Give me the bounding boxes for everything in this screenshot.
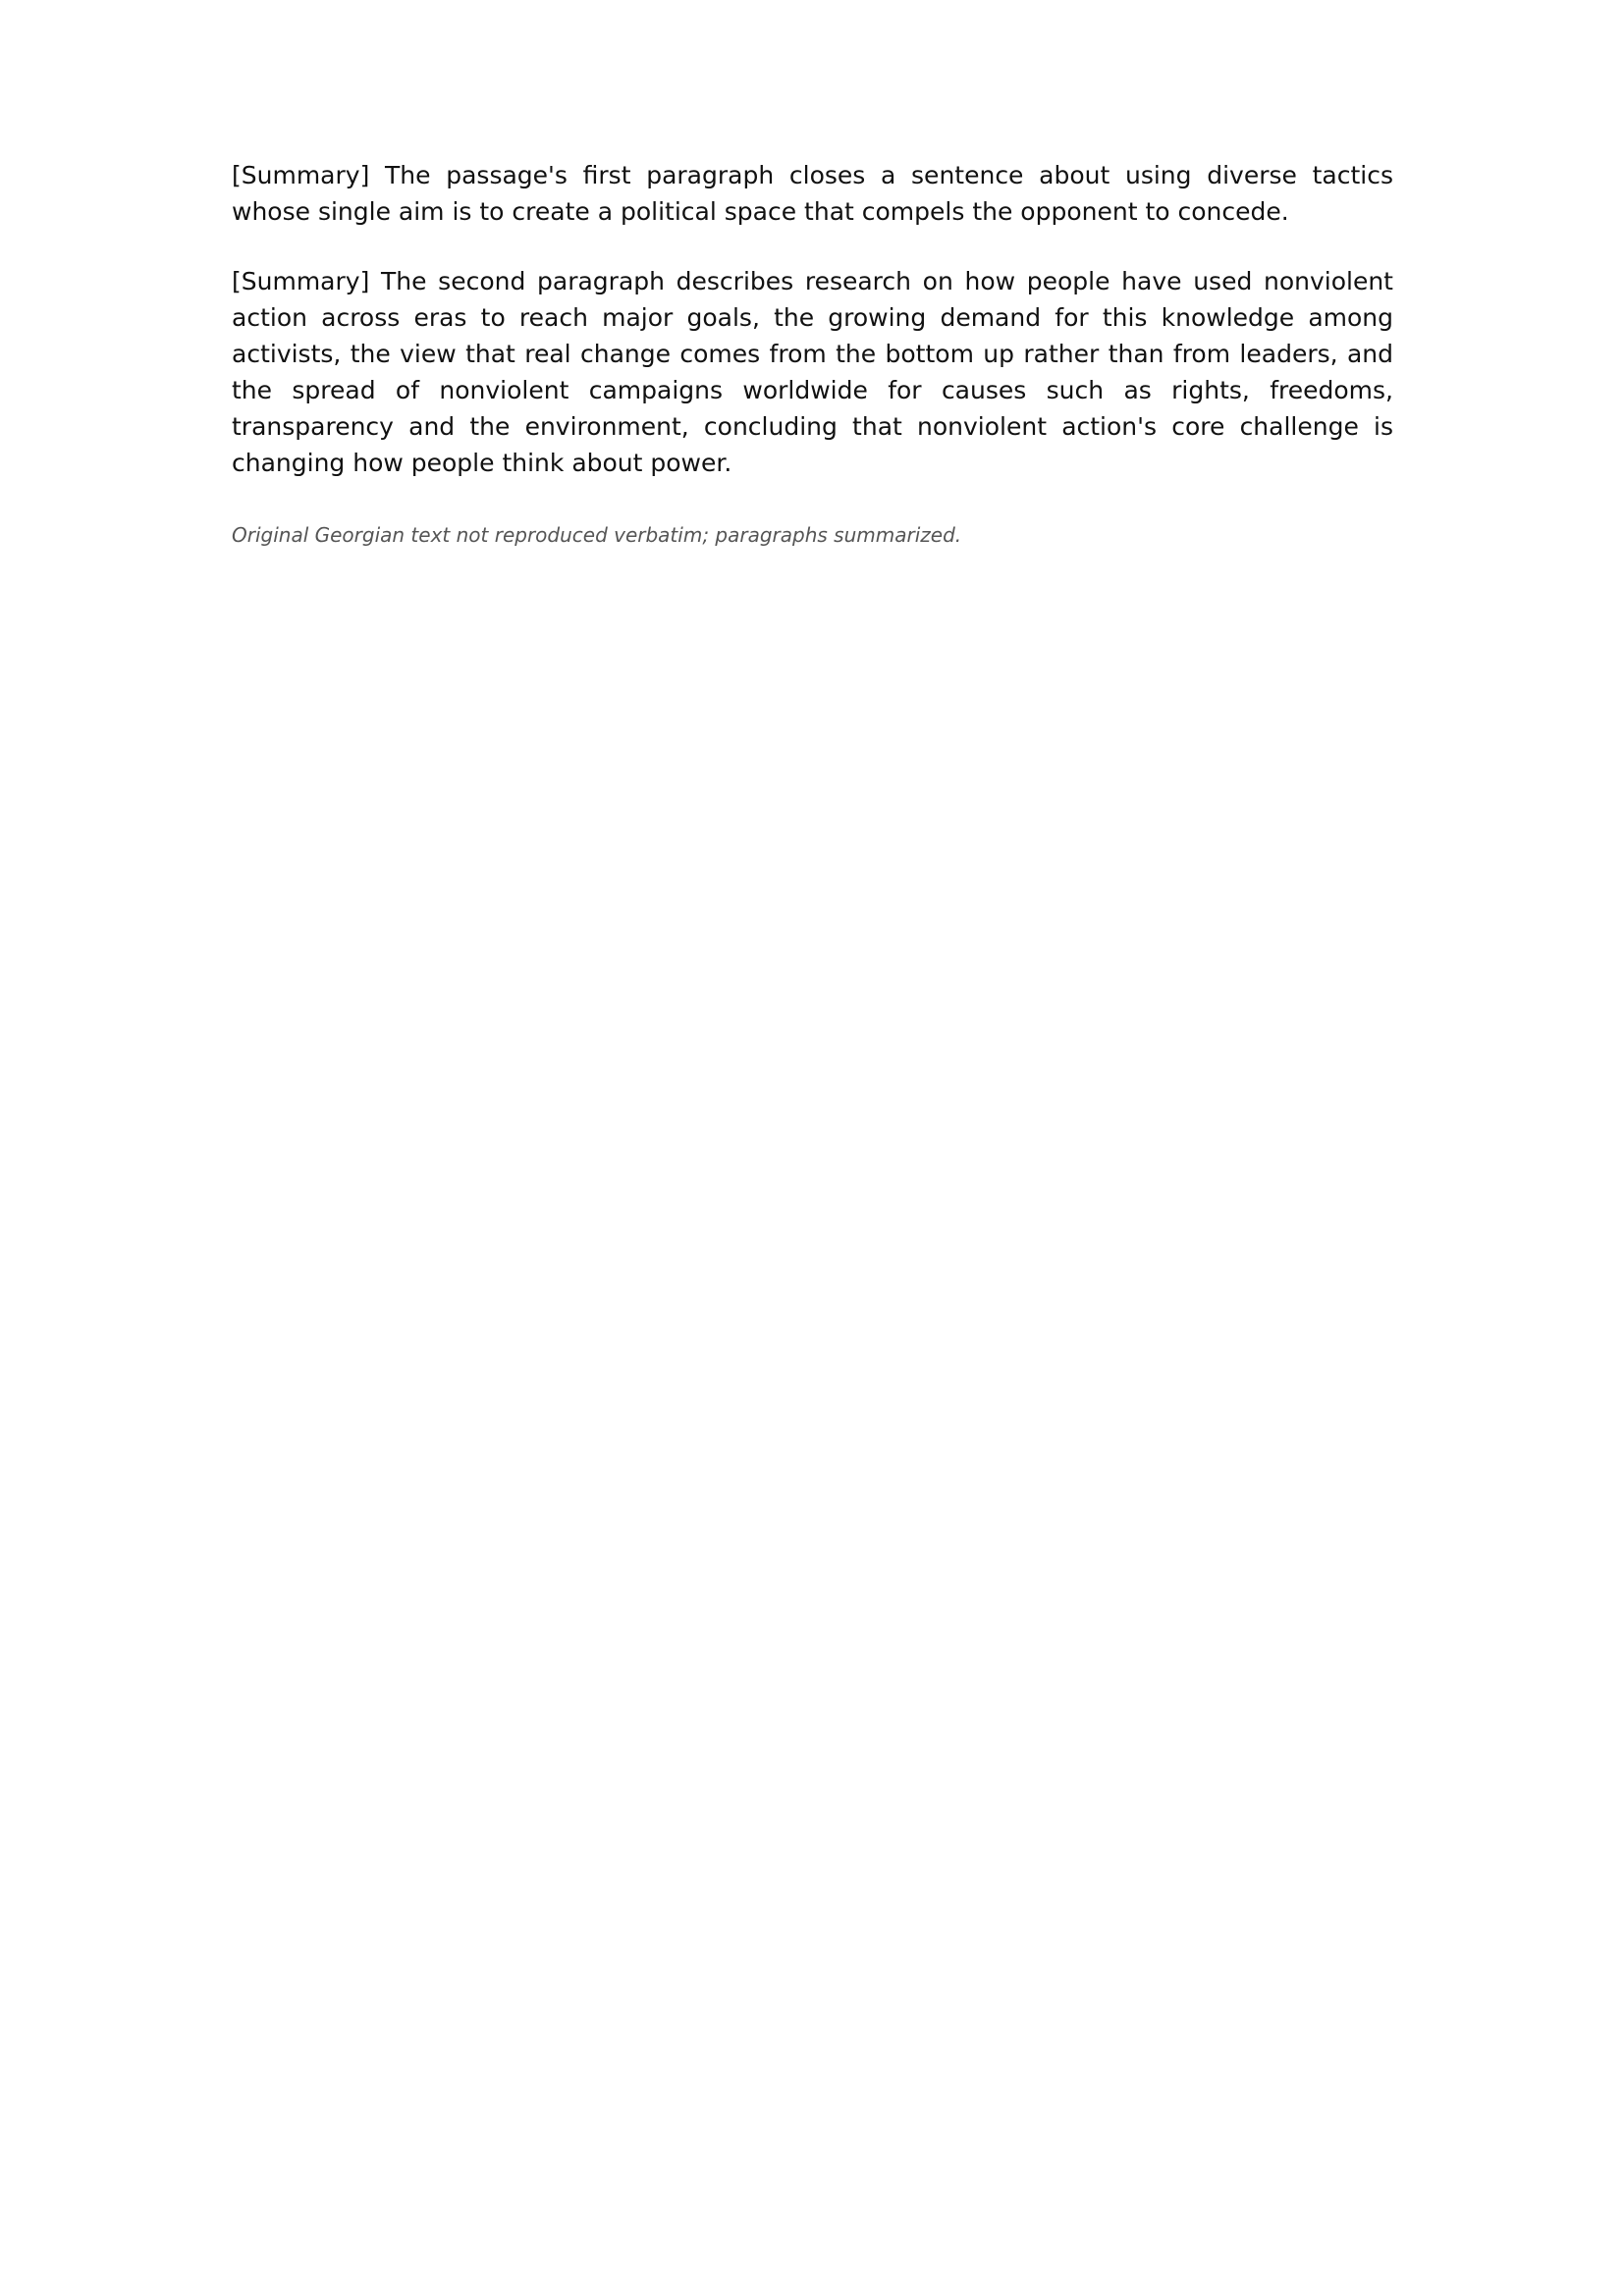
summary-note: Original Georgian text not reproduced verbatim; paragraphs summarized. — [232, 523, 962, 547]
text-column — [232, 157, 1393, 569]
paragraph-1: [Summary] The passage's first paragraph closes a sentence about using diverse tactics whose single aim is to create a political space that compels the opponent to concede. — [232, 161, 1393, 226]
paragraph-2: [Summary] The second paragraph describes research on how people have used nonviolent action across eras to reach major goals, the growing demand for this knowledge among activists, the view that real change comes from the bottom up rather than from leaders, and the spread of nonviolent campaigns worldwide for causes such as rights, freedoms, transparency and the environment, concluding that nonviolent action's core challenge is changing how people think about power. — [232, 267, 1393, 477]
